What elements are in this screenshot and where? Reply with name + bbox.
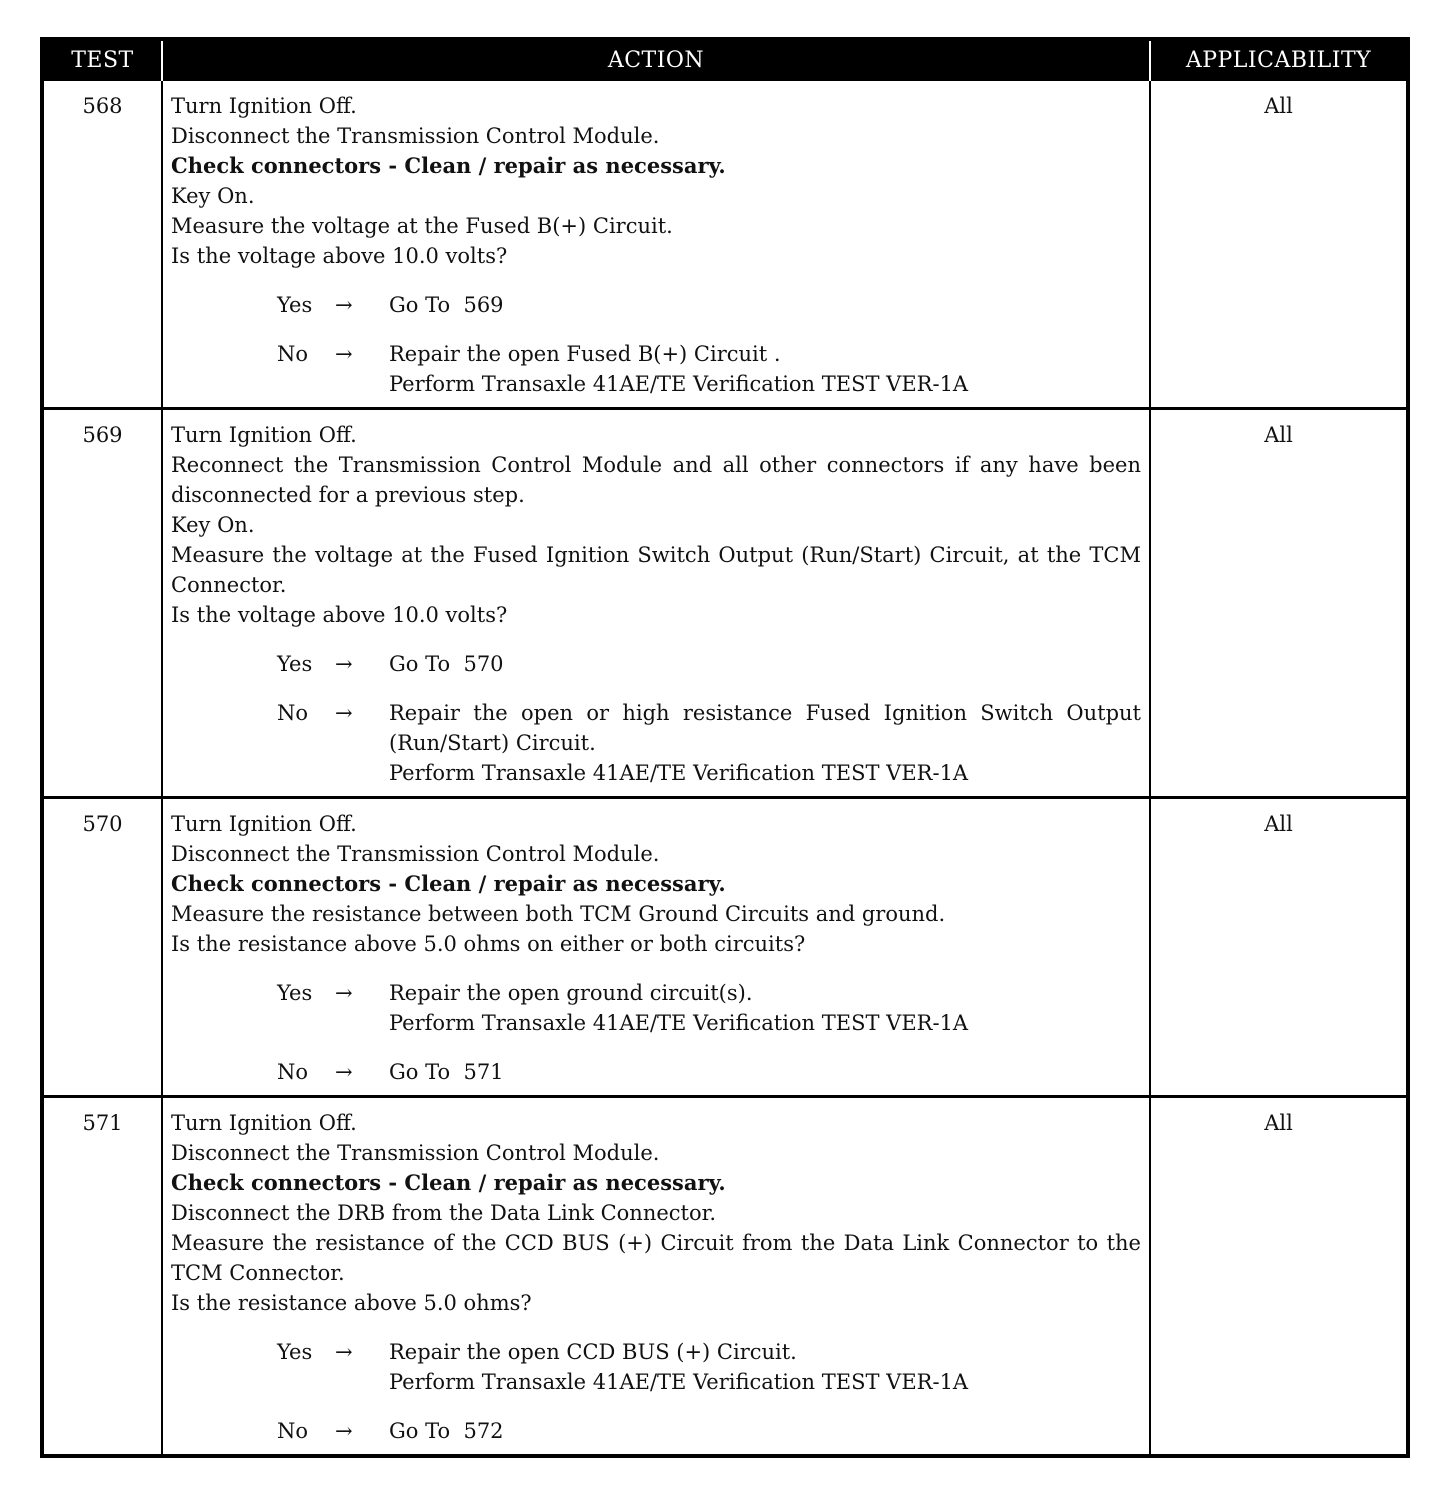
answer-text [389,1057,1141,1087]
answer-text [389,1416,1141,1446]
answer-label: Yes [277,293,313,317]
step-question: Is the resistance above 5.0 ohms on either or both circuits? [171,932,806,956]
answer-yes [277,978,1141,1038]
procedure-page [40,37,1406,1458]
answer-text [389,1337,1141,1397]
answer-line: Repair the open CCD BUS (+) Circuit. [389,1340,797,1364]
answer-text [389,290,1141,320]
arrow-icon: → [335,701,353,725]
answer-no [277,1416,1141,1446]
answer-yes [277,649,1141,679]
test-number: 568 [42,80,162,409]
table-header-row [42,39,1408,80]
answer-line: Perform Transaxle 41AE/TE Verification TEST VER-1A [389,761,969,785]
applicability-value: All [1150,409,1408,798]
applicability-value: All [1150,798,1408,1097]
answer-line: Go To 572 [389,1419,504,1443]
step-question: Is the resistance above 5.0 ohms? [171,1291,532,1315]
applicability-value: All [1150,1097,1408,1457]
arrow-icon: → [335,342,353,366]
step-text-bold: Check connectors - Clean / repair as necessary. [171,153,726,178]
table-row [42,409,1408,798]
step-text: Disconnect the Transmission Control Module. [171,842,660,866]
answer-line: Perform Transaxle 41AE/TE Verification TEST VER-1A [389,1011,969,1035]
diagnostic-test-table [40,37,1410,1458]
action-cell [162,80,1150,409]
step-question: Is the voltage above 10.0 volts? [171,603,508,627]
step-text: Turn Ignition Off. [171,1111,357,1135]
answer-label: Yes [277,981,313,1005]
step-text: Key On. [171,513,255,537]
step-text: Key On. [171,184,255,208]
test-number: 571 [42,1097,162,1457]
test-number: 570 [42,798,162,1097]
step-text: Reconnect the Transmission Control Module and all other connectors if any have been disconnected for a previous step. [171,453,1141,507]
answer-block [171,290,1141,399]
arrow-icon: → [335,293,353,317]
applicability-value: All [1150,80,1408,409]
arrow-icon: → [335,652,353,676]
answer-yes [277,290,1141,320]
answer-line: Perform Transaxle 41AE/TE Verification TEST VER-1A [389,372,969,396]
answer-text [389,649,1141,679]
answer-line: Repair the open or high resistance Fused Ignition Switch Output (Run/Start) Circuit. [389,701,1141,755]
answer-block [171,649,1141,788]
answer-label: No [277,1419,309,1443]
answer-line: Go To 571 [389,1060,504,1084]
table-row [42,80,1408,409]
arrow-icon: → [335,1060,353,1084]
step-text: Turn Ignition Off. [171,423,357,447]
answer-label: Yes [277,652,313,676]
answer-block [171,1337,1141,1446]
answer-label: No [277,1060,309,1084]
table-row [42,1097,1408,1457]
header-applicability: APPLICABILITY [1150,39,1408,80]
answer-label: No [277,701,309,725]
step-text: Measure the resistance of the CCD BUS (+) Circuit from the Data Link Connector to the TCM Connector. [171,1231,1141,1285]
step-text: Turn Ignition Off. [171,94,357,118]
arrow-icon: → [335,1340,353,1364]
answer-label: Yes [277,1340,313,1364]
answer-line: Go To 570 [389,652,504,676]
answer-text [389,339,1141,399]
answer-line: Repair the open Fused B(+) Circuit . [389,342,781,366]
step-text: Measure the resistance between both TCM Ground Circuits and ground. [171,902,946,926]
step-question: Is the voltage above 10.0 volts? [171,244,508,268]
step-text: Disconnect the Transmission Control Module. [171,1141,660,1165]
answer-text [389,698,1141,788]
answer-label: No [277,342,309,366]
answer-yes [277,1337,1141,1397]
step-text: Disconnect the DRB from the Data Link Connector. [171,1201,717,1225]
step-text: Disconnect the Transmission Control Module. [171,124,660,148]
action-cell [162,798,1150,1097]
step-text: Measure the voltage at the Fused Ignition Switch Output (Run/Start) Circuit, at the TCM Connector. [171,543,1141,597]
answer-line: Perform Transaxle 41AE/TE Verification TEST VER-1A [389,1370,969,1394]
answer-no [277,339,1141,399]
step-text: Turn Ignition Off. [171,812,357,836]
step-text-bold: Check connectors - Clean / repair as necessary. [171,871,726,896]
test-number: 569 [42,409,162,798]
step-text-bold: Check connectors - Clean / repair as necessary. [171,1170,726,1195]
answer-no [277,698,1141,788]
answer-line: Go To 569 [389,293,504,317]
answer-block [171,978,1141,1087]
arrow-icon: → [335,1419,353,1443]
answer-text [389,978,1141,1038]
table-row [42,798,1408,1097]
header-test: TEST [42,39,162,80]
answer-no [277,1057,1141,1087]
answer-line: Repair the open ground circuit(s). [389,981,753,1005]
action-cell [162,409,1150,798]
header-action: ACTION [162,39,1150,80]
arrow-icon: → [335,981,353,1005]
step-text: Measure the voltage at the Fused B(+) Circuit. [171,214,673,238]
action-cell [162,1097,1150,1457]
